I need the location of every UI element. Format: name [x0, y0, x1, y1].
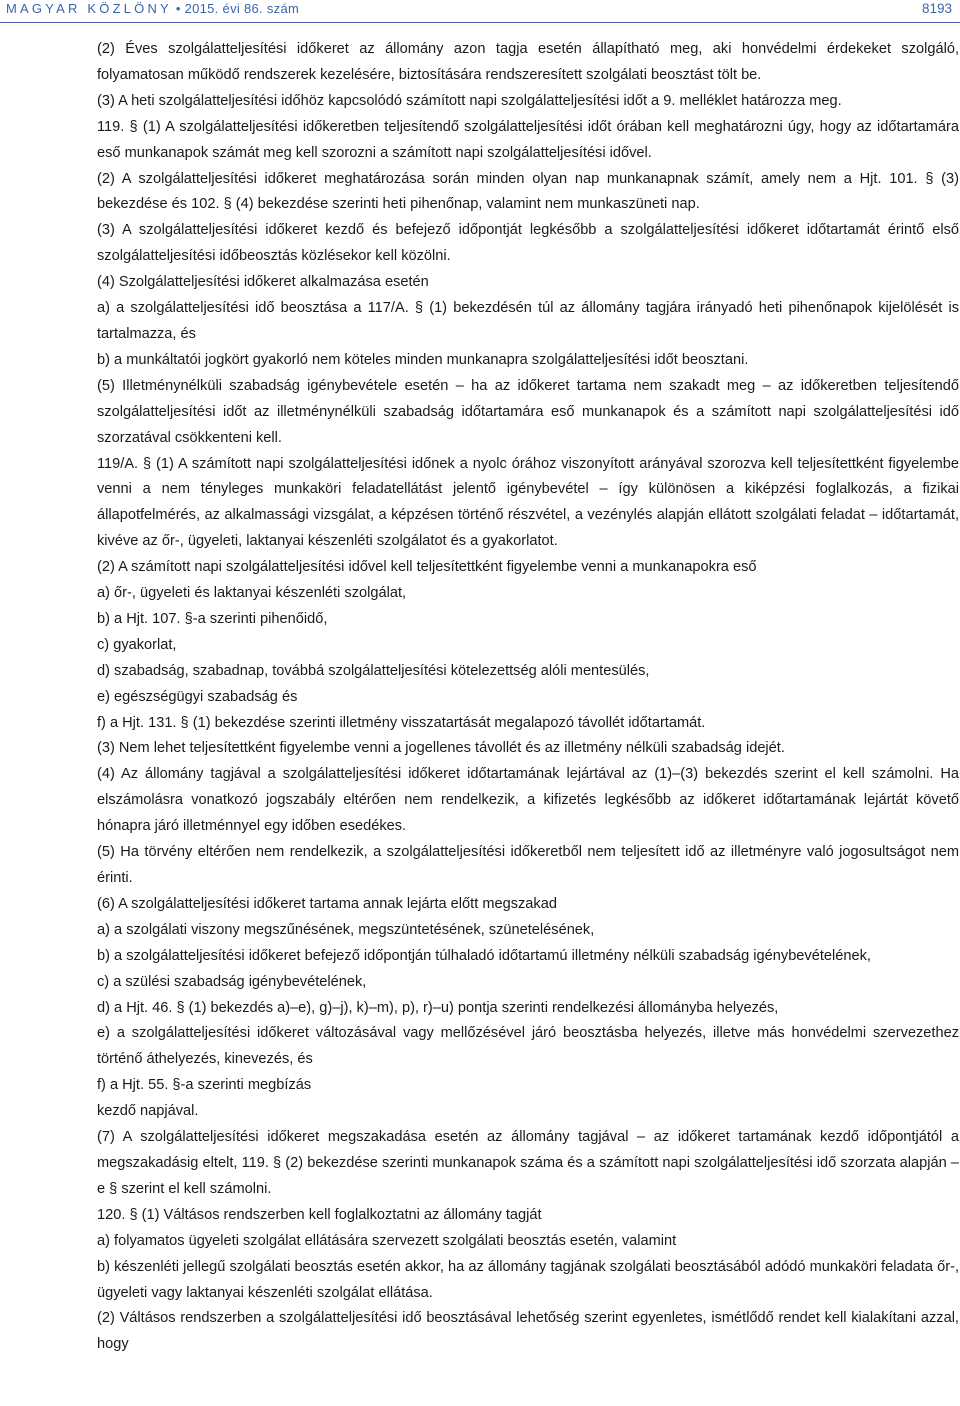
paragraph: (4) Az állomány tagjával a szolgálatteljesítési időkeret időtartamának lejártával az (1)–(3) bekezdés szerint el kell számolni. Ha elszámolásra vonatkozó jogszabály eltérően nem rendelkezik, a kifizetés legkésőbb az időkeret időtartamának lejártát követő hónapra járó illetménnyel egy időben esedékes. — [97, 766, 959, 835]
paragraph: 119. § (1) A szolgálatteljesítési időkeretben teljesítendő szolgálatteljesítési időt órában kell meghatározni úgy, hogy az időtartamára eső munkanapok számát meg kell szorozni a számított napi szolgálatteljesítési idővel. — [97, 118, 959, 161]
paragraph: d) szabadság, szabadnap, továbbá szolgálatteljesítési kötelezettség alóli mentesülés, — [97, 662, 650, 679]
paragraph: b) a munkáltatói jogkört gyakorló nem köteles minden munkanapra szolgálatteljesítési időt beosztani. — [97, 351, 749, 368]
paragraph: (2) A számított napi szolgálatteljesítési idővel kell teljesítettként figyelembe venni a munkanapokra eső — [97, 559, 757, 576]
paragraph: (3) A szolgálatteljesítési időkeret kezdő és befejező időpontját legkésőbb a szolgálatteljesítési időkeret időtartamát érintő első szolgálatteljesítési időbeosztás közlésekor kell közölni. — [97, 222, 959, 265]
page-number: 8193 — [921, 1, 952, 16]
journal-issue: • 2015. évi 86. szám — [171, 1, 300, 16]
paragraph: (2) A szolgálatteljesítési időkeret meghatározása során minden olyan nap munkanapnak számít, amely nem a Hjt. 101. § (3) bekezdése és 102. § (4) bekezdése szerinti heti pihenőnap, valamint nem munkaszüneti nap. — [97, 170, 959, 213]
paragraph: (2) Váltásos rendszerben a szolgálatteljesítési idő beosztásával lehetőség szerint egyenletes, ismétlődő rendet kell kialakítani azzal, hogy — [97, 1310, 959, 1353]
journal-name: MAGYAR KÖZLÖNY — [6, 1, 172, 16]
document-body — [97, 37, 959, 1358]
paragraph: 120. § (1) Váltásos rendszerben kell foglalkoztatni az állomány tagját — [97, 1206, 542, 1223]
paragraph: 119/A. § (1) A számított napi szolgálatteljesítési időnek a nyolc órához viszonyított arányával szorozva kell teljesítettként figyelembe venni a nem tényleges munkaköri feladatellátást jelentő igénybevétel – így különösen a kiképzési foglalkozás, a fizikai állapotfelmérés, az alkalmassági vizsgálat, a képzésen történő részvétel, a vezénylés alapján ellátott szolgálati feladat – időtartamát, kivéve az őr-, ügyeleti, laktanyai készenléti szolgálatot és a gyakorlatot. — [97, 455, 959, 550]
paragraph: b) a Hjt. 107. §-a szerinti pihenőidő, — [97, 610, 328, 627]
paragraph: c) gyakorlat, — [97, 636, 177, 653]
journal-title — [6, 1, 299, 16]
paragraph: c) a szülési szabadság igénybevételének, — [97, 973, 367, 990]
paragraph: (3) Nem lehet teljesítettként figyelembe venni a jogellenes távollét és az illetmény nélküli szabadság idejét. — [97, 740, 785, 757]
paragraph: a) a szolgálati viszony megszűnésének, megszüntetésének, szünetelésének, — [97, 921, 595, 938]
paragraph: b) készenléti jellegű szolgálati beosztás esetén akkor, ha az állomány tagjának szolgálati beosztásából adódó munkaköri feladata őr-, ügyeleti vagy laktanyai készenléti szolgálat ellátása. — [97, 1258, 959, 1301]
paragraph: a) őr-, ügyeleti és laktanyai készenléti szolgálat, — [97, 585, 407, 602]
paragraph: (7) A szolgálatteljesítési időkeret megszakadása esetén az állomány tagjával – az időkeret tartamának kezdő időpontjától a megszakadásig eltelt, 119. § (2) bekezdése szerinti munkanapok száma és a számított napi szolgálatteljesítési idő szorzata alapján – e § szerint el kell számolni. — [97, 1129, 959, 1197]
paragraph: (3) A heti szolgálatteljesítési időhöz kapcsolódó számított napi szolgálatteljesítési időt a 9. melléklet határozza meg. — [97, 92, 842, 109]
paragraph: (5) Illetménynélküli szabadság igénybevétele esetén – ha az időkeret tartama nem szakadt meg – az időkeretben teljesítendő szolgálatteljesítési időt az illetménynélküli szabadság időtartamára eső munkanapok és a számított napi szolgálatteljesítési idő szorzatával csökkenteni kell. — [97, 377, 959, 446]
paragraph: b) a szolgálatteljesítési időkeret befejező időpontján túlhaladó időtartamú illetmény nélküli szabadság igénybevételének, — [97, 947, 871, 964]
header-divider — [0, 22, 960, 23]
paragraph: a) folyamatos ügyeleti szolgálat ellátására szervezett szolgálati beosztás esetén, valamint — [97, 1232, 677, 1249]
paragraph: (2) Éves szolgálatteljesítési időkeret az állomány azon tagja esetén állapítható meg, aki honvédelmi érdekeket szolgáló, folyamatosan működő rendszerek kezelésére, biztosítására rendszeresített szolgálati beosztást tölt be. — [97, 41, 959, 83]
paragraph: (6) A szolgálatteljesítési időkeret tartama annak lejárta előtt megszakad — [97, 895, 557, 912]
paragraph: e) a szolgálatteljesítési időkeret változásával vagy mellőzésével járó beosztásba helyezés, illetve más honvédelmi szervezethez történő áthelyezés, kinevezés, és — [97, 1025, 959, 1068]
paragraph: (5) Ha törvény eltérően nem rendelkezik, a szolgálatteljesítési időkeretből nem teljesített idő az illetményre való jogosultságot nem érinti. — [97, 844, 959, 886]
paragraph: (4) Szolgálatteljesítési időkeret alkalmazása esetén — [97, 274, 429, 291]
paragraph: f) a Hjt. 131. § (1) bekezdése szerinti illetmény visszatartását megalapozó távollét időtartamát. — [97, 714, 706, 731]
paragraph: a) a szolgálatteljesítési idő beosztása a 117/A. § (1) bekezdésén túl az állomány tagjára irányadó heti pihenőnapok kijelölését is tartalmazza, és — [97, 300, 959, 342]
paragraph: f) a Hjt. 55. §-a szerinti megbízás — [97, 1077, 312, 1094]
paragraph: e) egészségügyi szabadság és — [97, 688, 298, 705]
paragraph: kezdő napjával. — [97, 1103, 199, 1120]
page-header — [0, 0, 960, 22]
paragraph: d) a Hjt. 46. § (1) bekezdés a)–e), g)–j), k)–m), p), r)–u) pontja szerinti rendelkezési állományba helyezés, — [97, 999, 779, 1016]
